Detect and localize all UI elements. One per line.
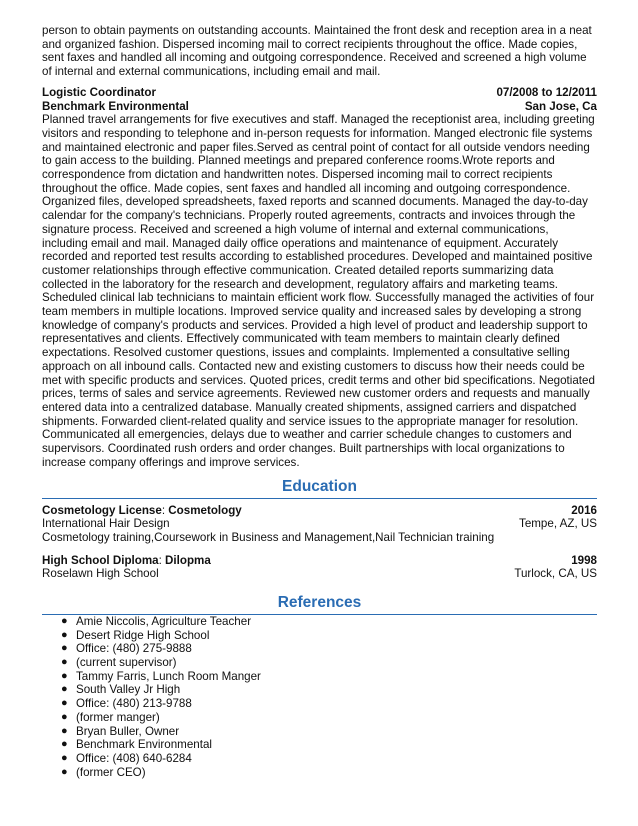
- job-header-row: [42, 86, 597, 100]
- reference-text: Office: (408) 640-6284: [76, 751, 192, 765]
- reference-text: Office: (480) 275-9888: [76, 642, 192, 656]
- bullet-icon: ●: [61, 628, 68, 641]
- education-entry: [42, 504, 597, 545]
- reference-list: [42, 725, 597, 780]
- reference-item: [61, 697, 597, 711]
- education-school-row: [42, 517, 597, 531]
- job-title: Logistic Coordinator: [42, 85, 157, 99]
- bullet-icon: ●: [61, 642, 68, 655]
- education-school-row: [42, 567, 597, 581]
- reference-text: Amie Niccolis, Agriculture Teacher: [76, 615, 252, 629]
- bullet-icon: ●: [61, 738, 68, 751]
- education-separator: :: [161, 503, 169, 517]
- education-degree: Cosmetology License: [42, 503, 162, 517]
- reference-item: [61, 738, 597, 752]
- reference-text: (former manger): [76, 710, 160, 724]
- education-details: Cosmetology training,Coursework in Business and Management,Nail Technician training: [42, 530, 495, 544]
- references-heading: References: [42, 594, 597, 615]
- resume-page: [42, 24, 597, 779]
- reference-text: South Valley Jr High: [76, 683, 181, 697]
- education-field: Dilopma: [165, 553, 211, 567]
- bullet-icon: ●: [61, 751, 68, 764]
- job-dates: 07/2008 to 12/2011: [496, 85, 597, 99]
- bullet-icon: ●: [61, 669, 68, 682]
- reference-text: Benchmark Environmental: [76, 738, 212, 752]
- education-degree-line: [42, 554, 211, 568]
- education-degree-line: [42, 504, 242, 518]
- reference-list: [42, 615, 597, 670]
- bullet-icon: ●: [61, 765, 68, 778]
- education-school: International Hair Design: [42, 517, 170, 531]
- previous-job-description: person to obtain payments on outstanding accounts. Maintained the front desk and reception area in a neat and organized fashion. Dispersed incoming mail to correct recipients throughout the office. Made copies, sent faxes and handled all incoming and outgoing correspondence. Received and screened a high volume of internal and external communications, including email and mail.: [42, 24, 592, 79]
- job-location: San Jose, Ca: [524, 99, 597, 113]
- reference-item: [61, 765, 597, 780]
- job-entry: [42, 86, 597, 470]
- education-header-row: [42, 504, 597, 518]
- reference-text: Tammy Farris, Lunch Room Manger: [76, 669, 261, 683]
- reference-item: [61, 656, 597, 670]
- job-company-row: [42, 100, 597, 114]
- reference-item: [61, 683, 597, 697]
- bullet-icon: ●: [61, 683, 68, 696]
- reference-item: [61, 724, 597, 739]
- bullet-icon: ●: [61, 697, 68, 710]
- education-year: 2016: [571, 503, 597, 517]
- reference-item: [61, 710, 597, 725]
- education-field: Cosmetology: [168, 503, 242, 517]
- job-company: Benchmark Environmental: [42, 99, 189, 113]
- education-heading: Education: [42, 478, 597, 499]
- education-entry: [42, 554, 597, 581]
- reference-item: [61, 628, 597, 643]
- education-header-row: [42, 554, 597, 568]
- education-separator: :: [158, 553, 166, 567]
- reference-list: [42, 670, 597, 725]
- reference-item: [61, 642, 597, 656]
- reference-text: Desert Ridge High School: [76, 628, 210, 642]
- bullet-icon: ●: [61, 724, 68, 737]
- bullet-icon: ●: [61, 710, 68, 723]
- education-degree: High School Diploma: [42, 553, 159, 567]
- education-year: 1998: [571, 553, 597, 567]
- reference-item: [61, 751, 597, 766]
- education-location: Turlock, CA, US: [514, 567, 597, 581]
- reference-item: [61, 615, 597, 629]
- reference-item: [61, 669, 597, 684]
- education-location: Tempe, AZ, US: [519, 517, 597, 531]
- bullet-icon: ●: [61, 615, 68, 628]
- job-description: Planned travel arrangements for five executives and staff. Managed the receptionist area, including greeting visitors and responding to telephone and in-person requests for information. Manged electronic file systems and maintained electronic and paper files.Served as central point of contact for all outside vendors needing to gain access to the building. Planned meetings and prepared conference rooms.Wrote reports and correspondence from dictation and handwritten notes. Dispersed incoming mail to correct recipients throughout the office. Made copies, sent faxes and handled all incoming and outgoing correspondence. Organized files, developed spreadsheets, faxed reports and scanned documents. Managed the day-to-day calendar for the company's technicians. Properly routed agreements, contracts and invoices through the signature process. Received and screened a high volume of internal and external communications, including email and mail. Managed daily office operations and maintenance of equipment. Accurately recorded and reported test results according to established procedures. Developed and maintained positive customer relationships through effective communication. Created detailed reports summarizing data collected in the laboratory for the research and development, regulatory affairs and marketing teams. Scheduled clinical lab technicians to maintain efficient work flow. Successfully managed the activities of four team members in multiple locations. Improved service quality and increased sales by developing a strong knowledge of company's products and services. Provided a high level of product and leadership support to representatives and clients. Effectively communicated with team members to maintain clearly defined expectations. Resolved customer questions, issues and complaints. Implemented a consultative selling approach on all inbound calls. Contacted new and existing customers to discuss how their needs could be met with specific products and services. Quoted prices, credit terms and other bid specifications. Negotiated prices, terms of sales and service agreements. Reviewed new customer orders and requests and manually entered data into a centralized database. Manually created shipments, assigned carriers and dispatched shipments. Forwarded client-related quality and service issues to the appropriate manager for resolution. Communicated all emergencies, delays due to weather and carrier schedule changes to customers and supervisors. Coordinated rush orders and order changes. Built partnerships with local organizations to increase company offerings and improve services.: [42, 113, 595, 469]
- reference-text: Bryan Buller, Owner: [76, 724, 180, 738]
- reference-text: (current supervisor): [76, 656, 177, 670]
- education-school: Roselawn High School: [42, 567, 159, 581]
- bullet-icon: ●: [61, 656, 68, 669]
- reference-text: (former CEO): [76, 765, 146, 779]
- reference-text: Office: (480) 213-9788: [76, 697, 192, 711]
